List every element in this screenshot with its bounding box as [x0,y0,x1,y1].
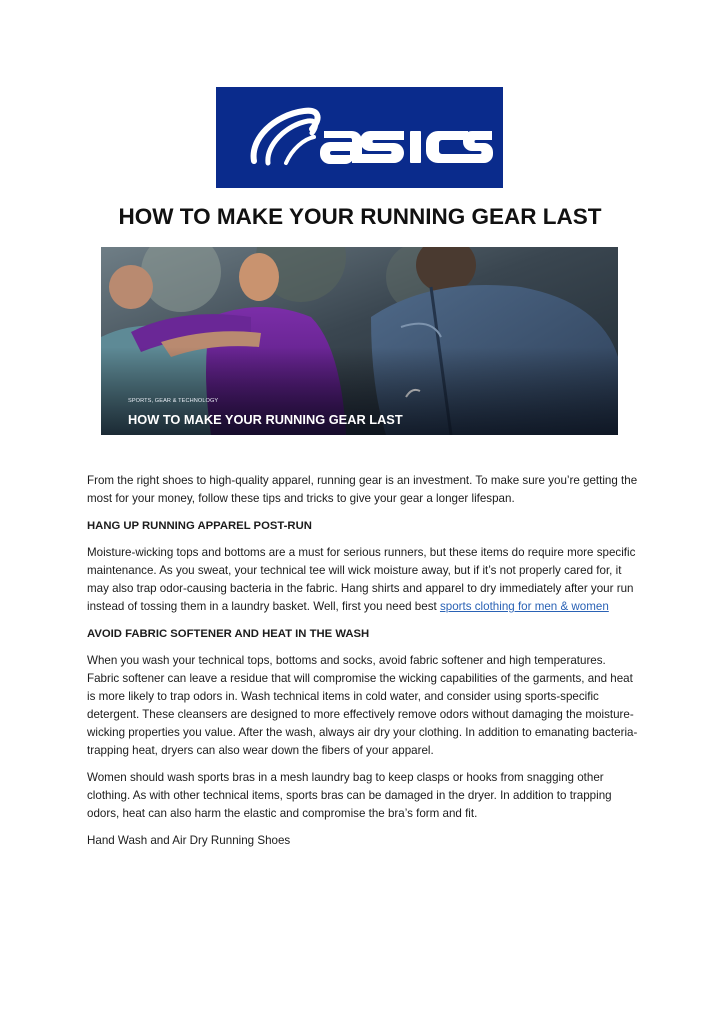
section-paragraph-wash: When you wash your technical tops, bottoms and socks, avoid fabric softener and high temperatures. Fabric softener can leave a residue that will compromise the wicking capabilities of the garments, and heat is more likely to trap odors in. Wash technical items in cold water, and consider using sports-specific detergent. These cleansers are designed to more effectively remove odors without damaging the moisture-wicking properties you value. After the wash, always air dry your clothing. In addition to emanating bacteria-trapping heat, dryers can also wear down the fibers of your apparel. [87,654,638,757]
hero-image [101,247,618,435]
section-text-hang-up: Moisture-wicking tops and bottoms are a must for serious runners, but these items do require more specific maintenance. As you sweat, your technical tee will wick moisture away, but if it’s not properly cared for, it may also trap odor-causing bacteria in the fabric. Hang shirts and apparel to dry immediately after your run instead of tossing them in a laundry basket. Well, first you need best [87,546,636,613]
intro-paragraph: From the right shoes to high-quality apparel, running gear is an investment. To make sure you’re getting the most for your money, follow these tips and tricks to give your gear a longer lifespan. [87,474,638,505]
section-paragraph-sports-bras: Women should wash sports bras in a mesh laundry bag to keep clasps or hooks from snagging other clothing. As with other technical items, sports bras can be damaged in the dryer. In addition to trapping odors, heat can also harm the elastic and compromise the bra’s form and fit. [87,771,612,820]
section-paragraph-hang-up [87,544,639,616]
page-title: HOW TO MAKE YOUR RUNNING GEAR LAST [118,204,602,229]
hero-photo [101,247,618,435]
sports-clothing-link[interactable]: sports clothing for men & women [439,600,609,613]
hero-headline: HOW TO MAKE YOUR RUNNING GEAR LAST [128,412,403,427]
section-heading-shoes: Hand Wash and Air Dry Running Shoes [87,834,291,847]
asics-logo [216,87,503,188]
section-heading-avoid-softener: AVOID FABRIC SOFTENER AND HEAT IN THE WASH [87,628,370,640]
asics-logo-mark [216,87,503,188]
article-body [87,472,639,859]
hero-category: SPORTS, GEAR & TECHNOLOGY [128,398,219,404]
section-heading-hang-up: HANG UP RUNNING APPAREL POST-RUN [87,520,312,532]
